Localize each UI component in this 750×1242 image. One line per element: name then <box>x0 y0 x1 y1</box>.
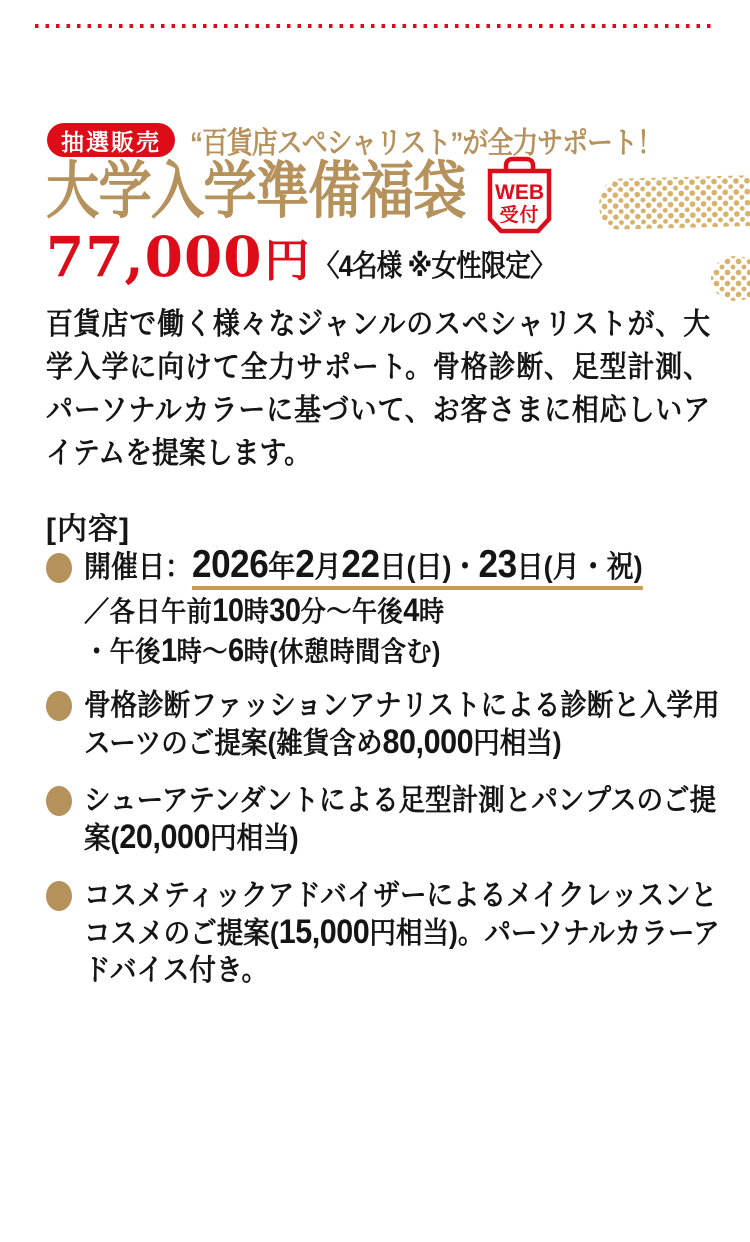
bullet-icon <box>46 786 72 816</box>
price-note: 〈4名様 ※女性限定〉 <box>313 250 555 283</box>
tagline: “百貨店スペシャリスト”が全力サポート！ <box>190 127 662 160</box>
list-item-shoe-fitting <box>46 782 746 857</box>
price-unit: 円 <box>264 234 310 287</box>
item-text: シューアテンダントによる足型計測とパンプスのご提案(20,000円相当) <box>84 784 717 856</box>
schedule-label: 開催日： <box>84 551 192 584</box>
page-title: 大学入学準備福袋 <box>46 157 466 226</box>
schedule-time-2: ・午後1時～6時(休憩時間含む) <box>84 632 441 668</box>
schedule-date: 2026年2月22日(日)・23日(月・祝) <box>192 551 643 590</box>
schedule-body <box>84 543 732 668</box>
schedule-line <box>84 543 732 587</box>
price-value: 77,000 <box>46 224 263 289</box>
contents-heading: [内容] <box>46 513 130 546</box>
lottery-sale-badge: 抽選販売 <box>47 123 175 157</box>
top-dotted-divider <box>35 24 716 28</box>
list-item-suit-proposal <box>46 687 746 762</box>
list-item-schedule <box>46 543 746 668</box>
item-text: コスメティックアドバイザーによるメイクレッスンとコスメのご提案(15,000円相当)。パーソナルカラーアドバイス付き。 <box>84 879 720 987</box>
halftone-band-decoration <box>598 175 750 230</box>
item-text: 骨格診断ファッションアナリストによる診断と入学用スーツのご提案(雑貨含め80,000円相当) <box>84 689 720 761</box>
web-badge-line2: 受付 <box>499 205 540 226</box>
bullet-icon <box>46 553 72 583</box>
web-badge-line1: WEB <box>495 181 544 204</box>
bullet-icon <box>46 881 72 911</box>
contents-list <box>46 543 746 1010</box>
schedule-time-1: ／各日午前10時30分～午後4時 <box>84 592 445 628</box>
bullet-icon <box>46 691 72 721</box>
halftone-dot-cluster-decoration <box>711 256 750 301</box>
description-paragraph: 百貨店で働く様々なジャンルのスペシャリストが、大学入学に向けて全力サポート。骨格診断、足型計測、パーソナルカラーに基づいて、お客さまに相応しいアイテムを提案します。 <box>46 308 711 470</box>
price-row <box>46 224 597 289</box>
list-item-cosmetics <box>46 877 746 990</box>
